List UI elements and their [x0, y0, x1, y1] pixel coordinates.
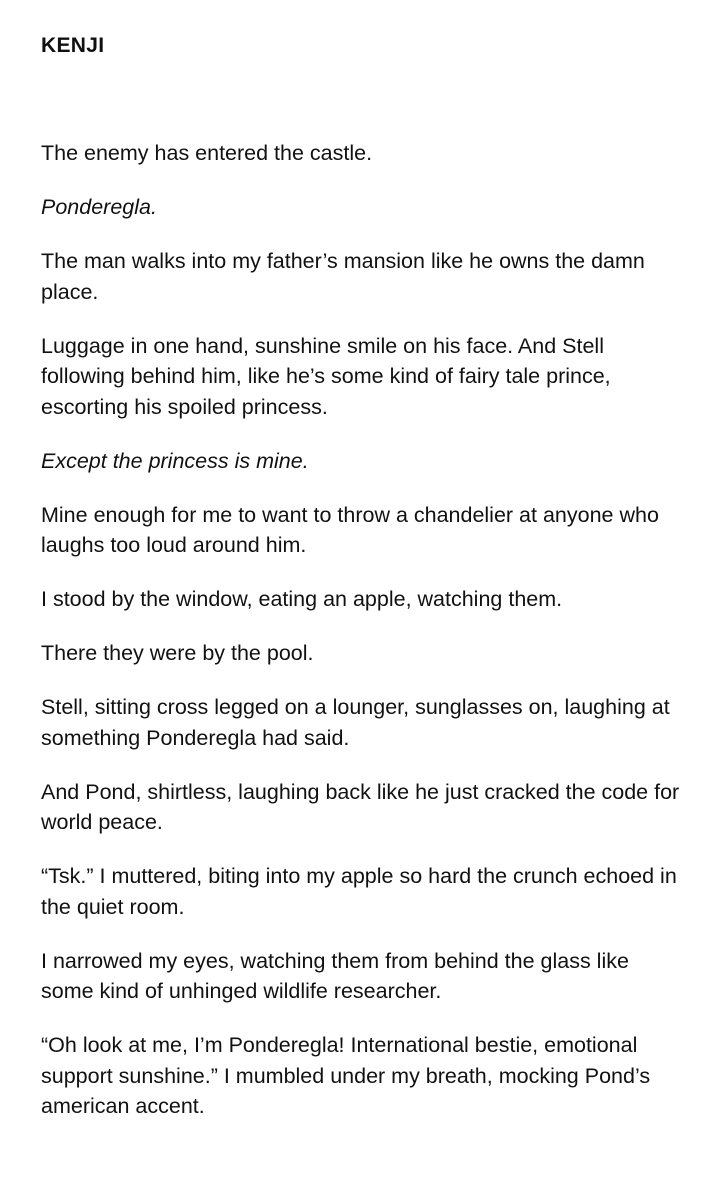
paragraph-italic: Except the princess is mine.: [41, 448, 309, 473]
paragraph: The enemy has entered the castle.: [41, 141, 373, 165]
paragraph: I narrowed my eyes, watching them from behind the glass like some kind of unhinged wildlife researcher.: [41, 948, 629, 1003]
paragraph: Mine enough for me to want to throw a chandelier at anyone who laughs too loud around him.: [41, 502, 659, 557]
paragraph: There they were by the pool.: [41, 641, 314, 665]
paragraph: “Tsk.” I muttered, biting into my apple so hard the crunch echoed in the quiet room.: [41, 864, 677, 919]
paragraph: Luggage in one hand, sunshine smile on his face. And Stell following behind him, like he’s some kind of fairy tale prince, escorting his spoiled princess.: [41, 333, 611, 419]
paragraph-italic: Ponderegla.: [41, 195, 157, 219]
paragraph: I stood by the window, eating an apple, watching them.: [41, 587, 563, 611]
chapter-heading: KENJI: [41, 34, 105, 57]
paragraph: “Oh look at me, I’m Ponderegla! International bestie, emotional support sunshine.” I mumbled under my breath, mocking Pond’s american accent.: [41, 1033, 651, 1118]
paragraph: And Pond, shirtless, laughing back like he just cracked the code for world peace.: [41, 779, 680, 834]
paragraph: The man walks into my father’s mansion like he owns the damn place.: [41, 249, 645, 304]
paragraph: Stell, sitting cross legged on a lounger, sunglasses on, laughing at something Ponderegla had said.: [41, 695, 670, 750]
